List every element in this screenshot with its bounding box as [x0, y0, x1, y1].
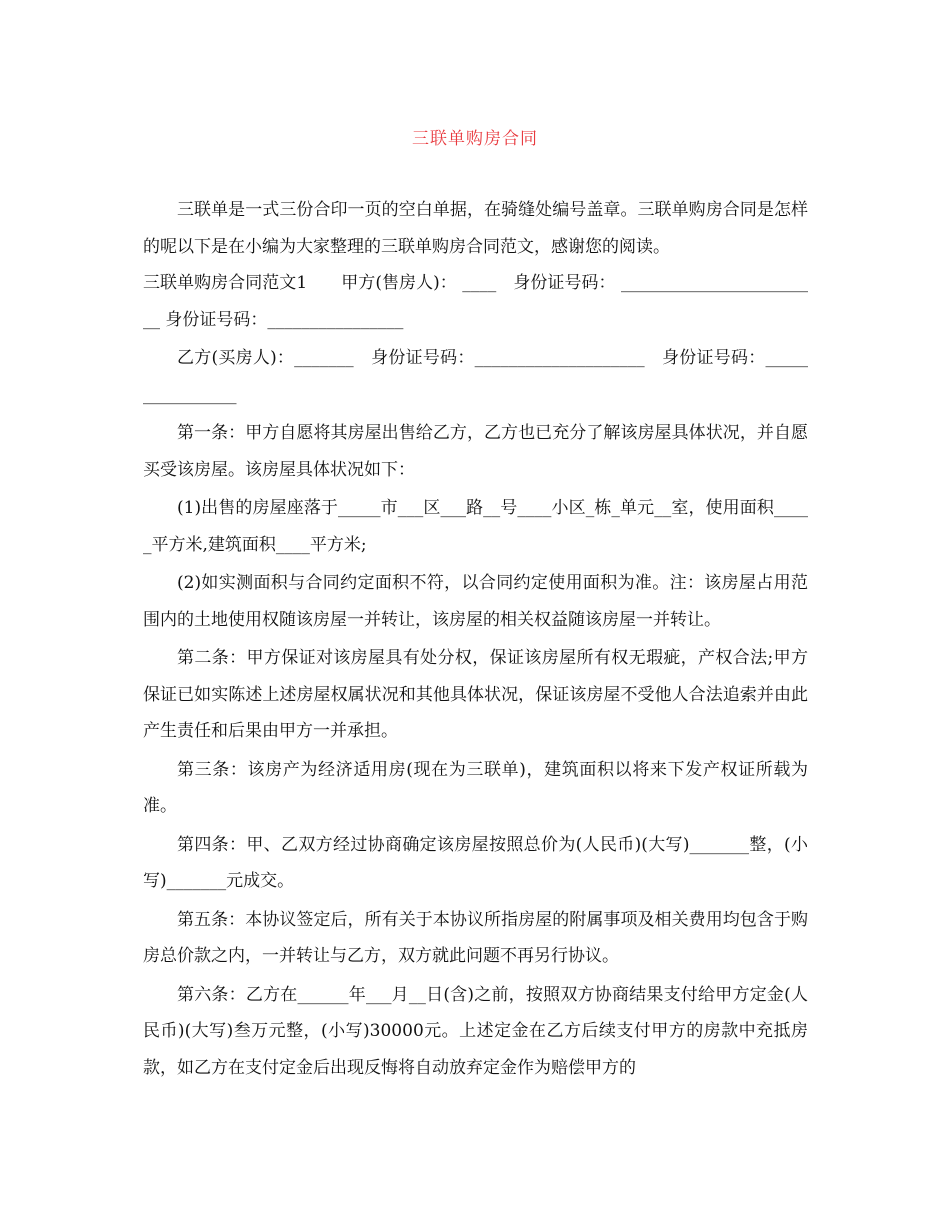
paragraph-article-6: 第六条：乙方在______年___月__日(含)之前，按照双方协商结果支付给甲方定金(人民币)(大写)叁万元整，(小写)30000元。上述定金在乙方后续支付甲方的房款中充抵房款，如乙方在支付定金后出现反悔将自动放弃定金作为赔偿甲方的	[143, 984, 808, 1078]
paragraph-intro: 三联单是一式三份合印一页的空白单据，在骑缝处编号盖章。三联单购房合同是怎样的呢以下是在小编为大家整理的三联单购房合同范文，感谢您的阅读。	[143, 200, 808, 257]
paragraph-item-2: (2)如实测面积与合同约定面积不符，以合同约定使用面积为准。注：该房屋占用范围内的土地使用权随该房屋一并转让，该房屋的相关权益随该房屋一并转让。	[143, 573, 808, 630]
paragraph-party-b: 乙方(买房人)：_______ 身份证号码：____________________ 身份证号码：________________	[143, 348, 808, 405]
paragraph-article-4: 第四条：甲、乙双方经过协商确定该房屋按照总价为(人民币)(大写)_______整，(小写)_______元成交。	[143, 834, 808, 891]
document-body	[143, 192, 808, 1086]
paragraph-article-3: 第三条：该房产为经济适用房(现在为三联单)，建筑面积以将来下发产权证所载为准。	[143, 759, 808, 816]
paragraph-article-2: 第二条：甲方保证对该房屋具有处分权，保证该房屋所有权无瑕疵，产权合法;甲方保证已如实陈述上述房屋权属状况和其他具体状况，保证该房屋不受他人合法追索并由此产生责任和后果由甲方一并承担。	[143, 648, 808, 741]
paragraph-party-a: 三联单购房合同范文1 甲方(售房人)： ____ 身份证号码： ________________________ 身份证号码：________________	[143, 273, 808, 330]
paragraph-item-1: (1)出售的房屋座落于_____市___区___路__号____小区_栋_单元__室，使用面积_____平方米,建筑面积____平方米;	[143, 498, 808, 555]
paragraph-article-5: 第五条：本协议签定后，所有关于本协议所指房屋的附属事项及相关费用均包含于购房总价款之内，一并转让与乙方，双方就此问题不再另行协议。	[143, 909, 808, 966]
paragraph-article-1: 第一条：甲方自愿将其房屋出售给乙方，乙方也已充分了解该房屋具体状况，并自愿买受该房屋。该房屋具体状况如下：	[143, 423, 808, 480]
document-title: 三联单购房合同	[412, 129, 538, 149]
